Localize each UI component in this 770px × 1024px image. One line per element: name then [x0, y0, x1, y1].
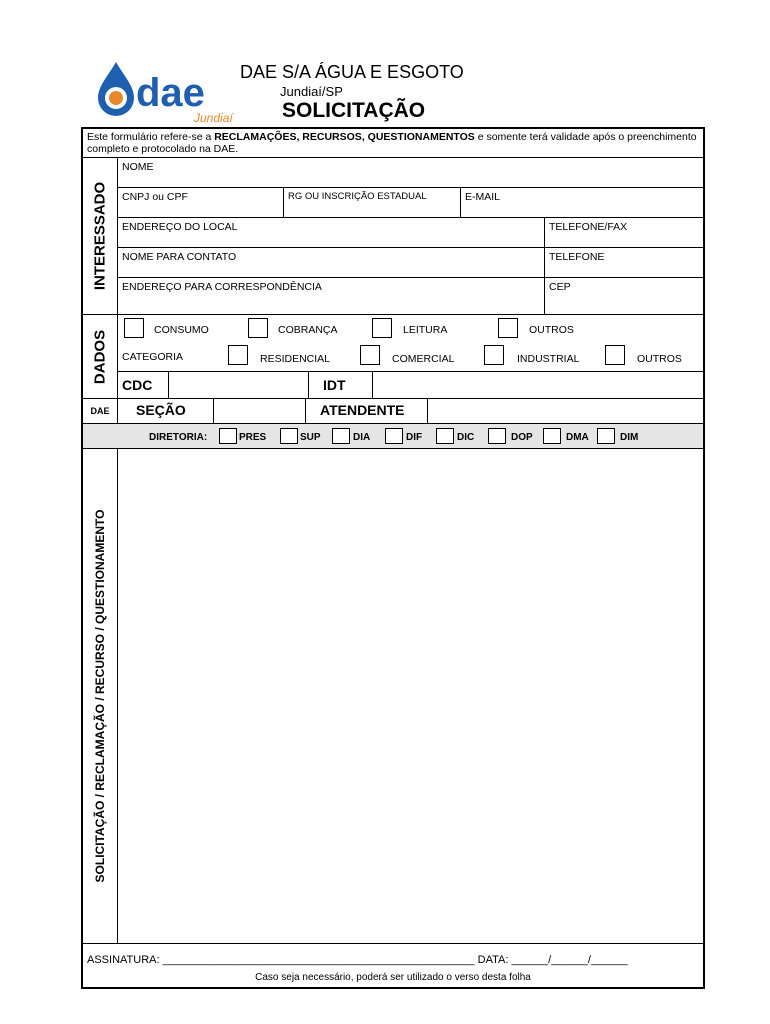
- cobranca-checkbox[interactable]: [248, 318, 268, 338]
- outros-categoria-label: OUTROS: [637, 353, 682, 365]
- cdc-label: CDC: [122, 377, 153, 393]
- dados-section-label: DADOS: [83, 315, 118, 399]
- atendente-field[interactable]: [427, 399, 703, 423]
- categoria-label: CATEGORIA: [122, 351, 184, 363]
- dif-label: DIF: [406, 432, 423, 443]
- consumo-label: CONSUMO: [154, 324, 209, 336]
- assinatura-data-line[interactable]: ASSINATURA: ___________________________________________________ DATA: ______/______/______: [87, 954, 628, 966]
- contato-row: [118, 248, 703, 278]
- dic-checkbox[interactable]: [436, 428, 454, 444]
- correspondencia-row: [118, 278, 703, 315]
- industrial-checkbox[interactable]: [484, 345, 504, 365]
- idt-field[interactable]: [372, 372, 703, 398]
- nome-field[interactable]: NOME: [118, 158, 703, 188]
- id-row: [118, 188, 703, 218]
- dim-checkbox[interactable]: [597, 428, 615, 444]
- dae-logo: [94, 56, 234, 124]
- solicitacao-textarea[interactable]: [118, 449, 703, 944]
- svg-text:dae: dae: [136, 71, 205, 115]
- cdc-field[interactable]: [168, 372, 308, 398]
- dma-checkbox[interactable]: [543, 428, 561, 444]
- sup-checkbox[interactable]: [280, 428, 298, 444]
- secao-label: SEÇÃO: [136, 402, 186, 418]
- outros-tipo-label: OUTROS: [529, 324, 574, 336]
- sup-label: SUP: [300, 432, 321, 443]
- svg-text:Jundiaí: Jundiaí: [194, 111, 233, 124]
- interessado-section-label: INTERESSADO: [83, 158, 118, 315]
- dop-label: DOP: [511, 432, 533, 443]
- pres-checkbox[interactable]: [219, 428, 237, 444]
- intro-text: Este formulário refere-se a RECLAMAÇÕES, RECURSOS, QUESTIONAMENTOS e somente terá validade após o preenchimento completo e protocolado na DAE.: [83, 129, 703, 158]
- footer-note: Caso seja necessário, poderá ser utilizado o verso desta folha: [255, 972, 531, 983]
- pres-label: PRES: [239, 432, 267, 443]
- dim-label: DIM: [620, 432, 639, 443]
- cobranca-label: COBRANÇA: [278, 324, 338, 336]
- cdc-idt-row: [118, 372, 703, 399]
- telefone-field[interactable]: TELEFONE: [544, 248, 703, 277]
- idt-label: IDT: [323, 377, 346, 393]
- document-title: SOLICITAÇÃO: [282, 99, 426, 122]
- endereco-local-field[interactable]: ENDEREÇO DO LOCAL: [122, 221, 238, 233]
- company-city: Jundiaí/SP: [280, 84, 343, 99]
- solicitacao-section-label: SOLICITAÇÃO / RECLAMAÇÃO / RECURSO / QUESTIONAMENTO: [83, 449, 118, 944]
- dia-label: DIA: [353, 432, 371, 443]
- tipo-row: [118, 315, 703, 342]
- company-name: DAE S/A ÁGUA E ESGOTO: [240, 62, 464, 82]
- diretoria-row: [83, 424, 703, 449]
- comercial-label: COMERCIAL: [392, 353, 455, 365]
- dop-checkbox[interactable]: [488, 428, 506, 444]
- cnpj-cpf-field[interactable]: CNPJ ou CPF: [122, 191, 188, 203]
- dia-checkbox[interactable]: [332, 428, 350, 444]
- dif-checkbox[interactable]: [385, 428, 403, 444]
- outros-tipo-checkbox[interactable]: [498, 318, 518, 338]
- industrial-label: INDUSTRIAL: [517, 353, 580, 365]
- telefone-fax-field[interactable]: TELEFONE/FAX: [544, 218, 703, 247]
- cep-field[interactable]: CEP: [544, 278, 703, 314]
- rg-field[interactable]: RG OU INSCRIÇÃO ESTADUAL: [283, 188, 460, 217]
- residencial-label: RESIDENCIAL: [260, 353, 331, 365]
- leitura-checkbox[interactable]: [372, 318, 392, 338]
- categoria-row: [118, 342, 703, 372]
- secao-row: [118, 399, 703, 424]
- endereco-row: [118, 218, 703, 248]
- atendente-label: ATENDENTE: [320, 402, 405, 418]
- secao-field[interactable]: [213, 399, 305, 423]
- dma-label: DMA: [566, 432, 589, 443]
- residencial-checkbox[interactable]: [228, 345, 248, 365]
- diretoria-label: DIRETORIA:: [149, 432, 208, 443]
- request-form: [81, 127, 705, 989]
- outros-categoria-checkbox[interactable]: [605, 345, 625, 365]
- nome-contato-field[interactable]: NOME PARA CONTATO: [122, 251, 237, 263]
- leitura-label: LEITURA: [403, 324, 448, 336]
- dic-label: DIC: [457, 432, 475, 443]
- endereco-correspondencia-field[interactable]: ENDEREÇO PARA CORRESPONDÊNCIA: [122, 281, 322, 293]
- email-field[interactable]: E-MAIL: [460, 188, 703, 217]
- consumo-checkbox[interactable]: [124, 318, 144, 338]
- comercial-checkbox[interactable]: [360, 345, 380, 365]
- dae-section-label: DAE: [83, 399, 118, 424]
